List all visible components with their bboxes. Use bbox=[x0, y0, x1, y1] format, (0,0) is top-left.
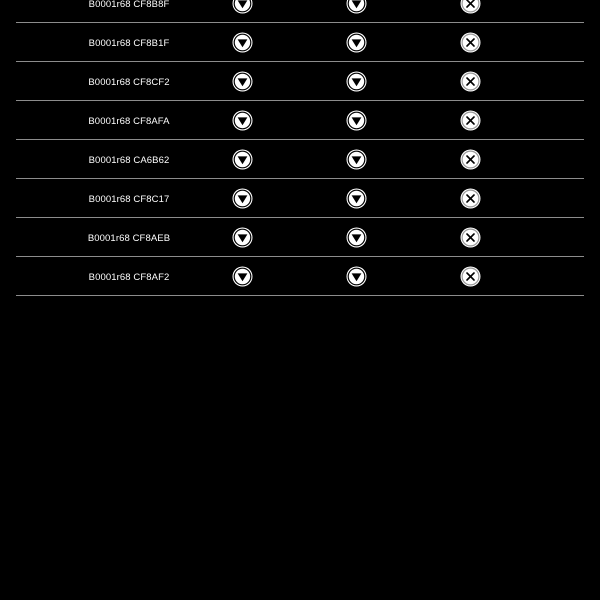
close-icon bbox=[460, 188, 481, 209]
expand-button-1[interactable] bbox=[232, 188, 253, 209]
expand-button-2[interactable] bbox=[346, 149, 367, 170]
device-row bbox=[16, 140, 584, 179]
device-name: B0001r68 CF8AEB bbox=[87, 233, 171, 244]
device-list bbox=[16, 0, 584, 296]
down-triangle-icon bbox=[346, 266, 367, 287]
down-triangle-icon bbox=[346, 110, 367, 131]
close-icon bbox=[460, 149, 481, 170]
expand-button-1[interactable] bbox=[232, 227, 253, 248]
expand-button-1[interactable] bbox=[232, 71, 253, 92]
remove-button[interactable] bbox=[460, 110, 481, 131]
device-row bbox=[16, 218, 584, 257]
expand-button-1[interactable] bbox=[232, 32, 253, 53]
down-triangle-icon bbox=[232, 71, 253, 92]
expand-button-2[interactable] bbox=[346, 71, 367, 92]
device-row bbox=[16, 0, 584, 23]
remove-button[interactable] bbox=[460, 227, 481, 248]
expand-button-1[interactable] bbox=[232, 0, 253, 14]
device-name: B0001r68 CF8B8F bbox=[88, 0, 170, 10]
down-triangle-icon bbox=[232, 0, 253, 14]
device-name: B0001r68 CA6B62 bbox=[88, 155, 170, 166]
close-icon bbox=[460, 0, 481, 14]
down-triangle-icon bbox=[346, 188, 367, 209]
down-triangle-icon bbox=[232, 266, 253, 287]
device-name: B0001r68 CF8B1F bbox=[88, 38, 170, 49]
device-name: B0001r68 CF8AF2 bbox=[88, 272, 170, 283]
remove-button[interactable] bbox=[460, 149, 481, 170]
expand-button-1[interactable] bbox=[232, 110, 253, 131]
device-name: B0001r68 CF8AFA bbox=[88, 116, 170, 127]
device-row bbox=[16, 101, 584, 140]
down-triangle-icon bbox=[346, 32, 367, 53]
down-triangle-icon bbox=[232, 227, 253, 248]
device-row bbox=[16, 179, 584, 218]
remove-button[interactable] bbox=[460, 0, 481, 14]
expand-button-2[interactable] bbox=[346, 0, 367, 14]
device-name: B0001r68 CF8CF2 bbox=[88, 77, 170, 88]
expand-button-2[interactable] bbox=[346, 227, 367, 248]
expand-button-1[interactable] bbox=[232, 266, 253, 287]
down-triangle-icon bbox=[232, 188, 253, 209]
device-row bbox=[16, 62, 584, 101]
close-icon bbox=[460, 227, 481, 248]
expand-button-2[interactable] bbox=[346, 110, 367, 131]
down-triangle-icon bbox=[232, 149, 253, 170]
expand-button-1[interactable] bbox=[232, 149, 253, 170]
down-triangle-icon bbox=[232, 32, 253, 53]
close-icon bbox=[460, 110, 481, 131]
close-icon bbox=[460, 32, 481, 53]
expand-button-2[interactable] bbox=[346, 188, 367, 209]
down-triangle-icon bbox=[346, 227, 367, 248]
device-row bbox=[16, 23, 584, 62]
down-triangle-icon bbox=[232, 110, 253, 131]
down-triangle-icon bbox=[346, 71, 367, 92]
remove-button[interactable] bbox=[460, 32, 481, 53]
expand-button-2[interactable] bbox=[346, 266, 367, 287]
down-triangle-icon bbox=[346, 149, 367, 170]
close-icon bbox=[460, 71, 481, 92]
remove-button[interactable] bbox=[460, 266, 481, 287]
device-name: B0001r68 CF8C17 bbox=[88, 194, 170, 205]
close-icon bbox=[460, 266, 481, 287]
remove-button[interactable] bbox=[460, 188, 481, 209]
expand-button-2[interactable] bbox=[346, 32, 367, 53]
remove-button[interactable] bbox=[460, 71, 481, 92]
device-row bbox=[16, 257, 584, 296]
down-triangle-icon bbox=[346, 0, 367, 14]
